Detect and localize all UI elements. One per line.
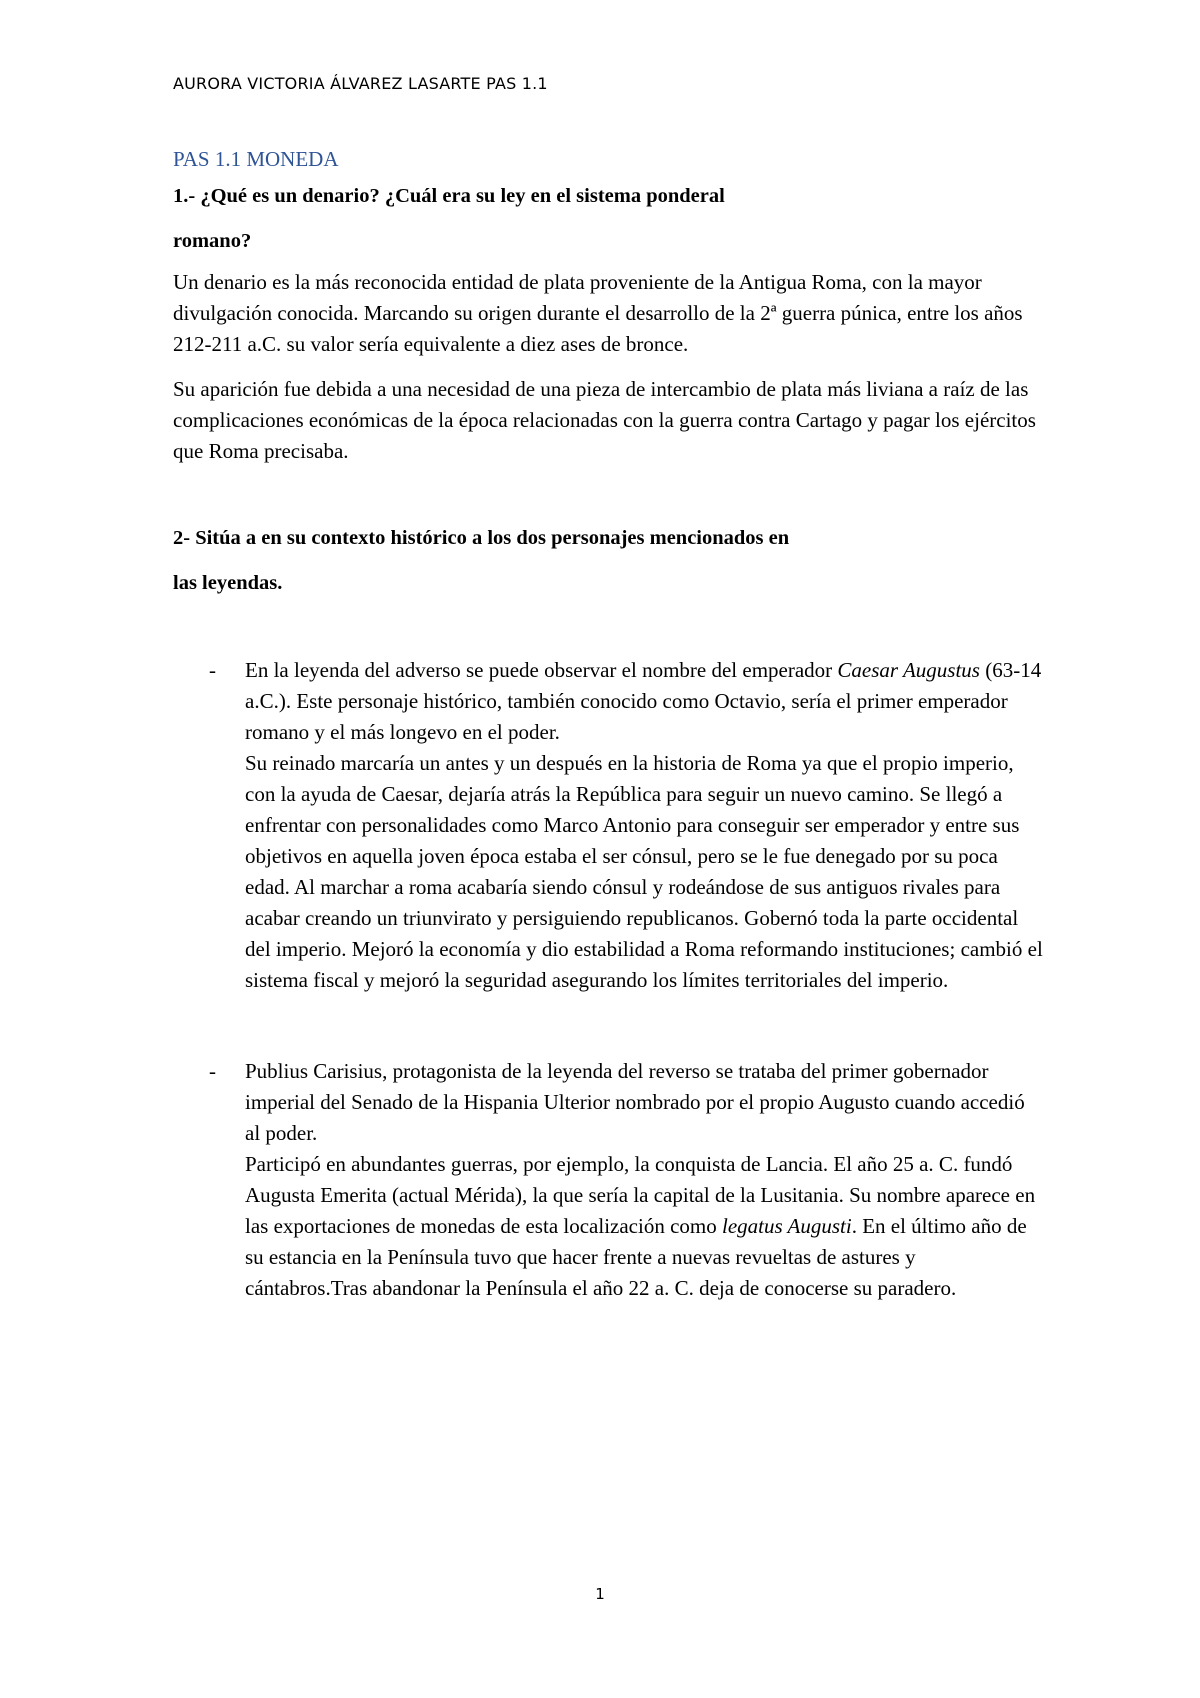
question-2-line-2: las leyendas. (173, 572, 283, 594)
list-dash: - (209, 1059, 216, 1083)
question-1-line-2: romano? (173, 230, 252, 252)
list-item-carisius (173, 1056, 1043, 1304)
answer-2-list (173, 655, 1043, 1304)
carisius-career-text: Participó en abundantes guerras, por ejemplo, la conquista de Lancia. El año 25 a. C. fundó Augusta Emerita (actual Mérida), la que sería la capital de la Lusitania. Su nombre aparece en las exportaciones de monedas de esta localización como (245, 1152, 1036, 1238)
question-1-line-1: 1.- ¿Qué es un denario? ¿Cuál era su ley en el sistema ponderal (173, 185, 725, 207)
list-dash: - (209, 658, 216, 682)
carisius-italic-title: legatus Augusti (721, 1214, 852, 1238)
carisius-career-rest: . En el último año de su estancia en la Península tuvo que hacer frente a nuevas revueltas de astures y cántabros.Tras abandonar la Península el año 22 a. C. deja de conocerse su paradero. (245, 1214, 1027, 1300)
document-title: PAS 1.1 MONEDA (173, 147, 339, 171)
augustus-reign-text: Su reinado marcaría un antes y un después en la historia de Roma ya que el propio imperio, con la ayuda de Caesar, dejaría atrás la República para seguir un nuevo camino. Se llegó a enfrentar con personalidades como Marco Antonio para conseguir ser emperador y entre sus objetivos en aquella joven época estaba el ser cónsul, pero se le fue denegado por su poca edad. Al marchar a roma acabaría siendo cónsul y rodeándose de sus antiguos rivales para acabar creando un triunvirato y persiguiendo republicanos. Gobernó toda la parte occidental del imperio. Mejoró la economía y dio estabilidad a Roma reformando instituciones; cambió el sistema fiscal y mejoró la seguridad asegurando los límites territoriales del imperio. (245, 751, 1043, 992)
carisius-intro: Publius Carisius, protagonista de la leyenda del reverso se trataba del primer gobernador imperial del Senado de la Hispania Ulterior nombrado por el propio Augusto cuando accedió al poder. (245, 1059, 1025, 1145)
document-body (173, 143, 1043, 1304)
augustus-italic-name: Caesar Augustus (837, 658, 980, 682)
augustus-intro (245, 655, 1043, 748)
augustus-intro-rest: (63-14 a.C.). Este personaje histórico, también conocido como Octavio, sería el primer emperador romano y el más longevo en el poder. (245, 658, 1042, 744)
answer-1-paragraph-2: Su aparición fue debida a una necesidad de una pieza de intercambio de plata más liviana a raíz de las complicaciones económicas de la época relacionadas con la guerra contra Cartago y pagar los ejércitos que Roma precisaba. (173, 377, 1036, 463)
carisius-career (245, 1149, 1043, 1304)
page-header: AURORA VICTORIA ÁLVAREZ LASARTE PAS 1.1 (173, 74, 548, 93)
list-item-augustus (173, 655, 1043, 996)
answer-1-paragraph-1: Un denario es la más reconocida entidad de plata proveniente de la Antigua Roma, con la mayor divulgación conocida. Marcando su origen durante el desarrollo de la 2ª guerra púnica, entre los años 212-211 a.C. su valor sería equivalente a diez ases de bronce. (173, 270, 1023, 356)
question-2-line-1: 2- Sitúa a en su contexto histórico a los dos personajes mencionados en (173, 527, 790, 549)
augustus-intro-text: En la leyenda del adverso se puede observar el nombre del emperador (245, 658, 838, 682)
page-number: 1 (595, 1585, 605, 1603)
